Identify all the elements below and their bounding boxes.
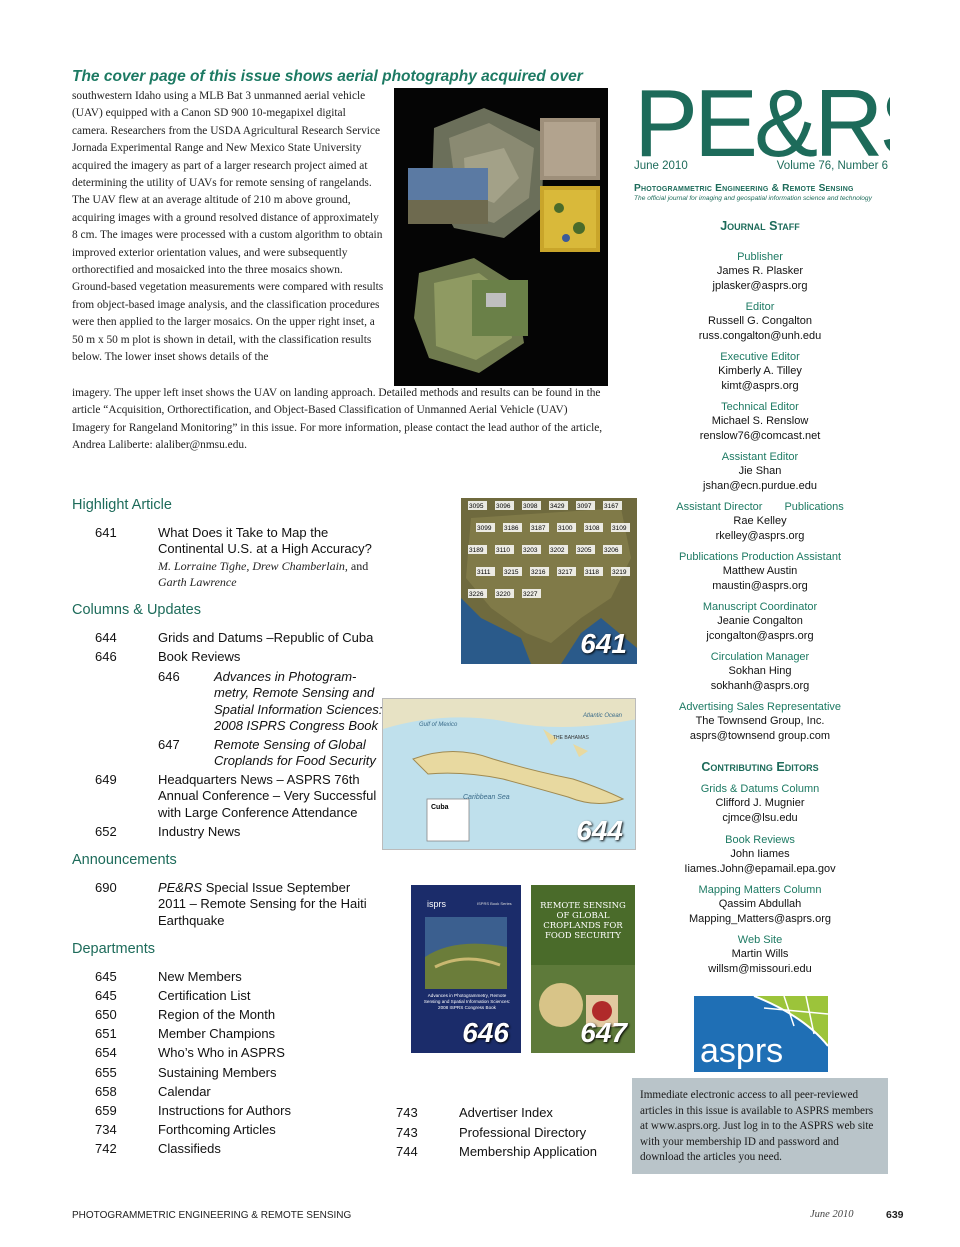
staff-name: John Iiames — [730, 848, 790, 861]
toc-title-journal: PE&RS — [158, 880, 203, 895]
staff-role-part: Assistant Director — [676, 501, 763, 513]
staff-entry-technical-editor — [630, 400, 890, 443]
toc-page-number: 654 — [95, 1045, 117, 1061]
staff-name: Matthew Austin — [722, 565, 798, 578]
toc-title-grids-datums[interactable]: Grids and Datums –Republic of Cuba — [158, 630, 374, 645]
staff-name: Rae Kelley — [733, 515, 787, 528]
map-sheet-label-text: 3187 — [531, 525, 546, 532]
staff-role: Circulation Manager — [710, 651, 810, 663]
page-badge-647: 647 — [580, 1017, 627, 1048]
toc-title: Membership Application — [459, 1144, 598, 1159]
book-title: REMOTE SENSING OF GLOBAL CROPLANDS FOR FOOD SECURITY — [540, 901, 626, 941]
journal-full-name: Photogrammetric Engineering & Remote Sensing — [634, 183, 854, 194]
asprs-logo[interactable] — [694, 996, 828, 1072]
toc-page-number: 647 — [158, 737, 180, 752]
contributing-editors-heading: Contributing Editors — [701, 760, 819, 774]
toc-title: Who’s Who in ASPRS — [158, 1045, 285, 1061]
map-sheet-label-text: 3110 — [496, 547, 510, 554]
staff-entry-publisher — [630, 250, 890, 293]
toc-page-number: 690 — [95, 880, 117, 895]
toc-page-number: 646 — [95, 649, 117, 664]
issue-volume: Volume 76, Number 6 — [776, 160, 888, 172]
staff-entry-editor — [630, 300, 890, 343]
staff-name: Kimberly A. Tilley — [718, 365, 802, 378]
map-sheet-label — [495, 589, 514, 598]
map-sheet-label-text: 3095 — [469, 503, 484, 510]
staff-email[interactable]: renslow76@comcast.net — [699, 429, 821, 442]
map-sheet-label — [503, 523, 522, 532]
map-sheet-label-text: 3098 — [523, 503, 538, 510]
toc-page-number: 646 — [158, 669, 180, 684]
staff-email[interactable]: sokhanh@asprs.org — [710, 679, 810, 692]
map-sheet-label-text: 3167 — [604, 503, 619, 510]
toc-authors-names: M. Lorraine Tighe, Drew Chamberlain, — [158, 558, 348, 573]
toc-page-number: 644 — [95, 630, 117, 645]
announcements-heading: Announcements — [72, 852, 177, 868]
footer-date: June 2010 — [810, 1209, 854, 1220]
staff-name: Jeanie Congalton — [717, 615, 803, 628]
map-sheet-label — [522, 589, 541, 598]
map-sheet-label — [522, 545, 541, 554]
staff-role: Mapping Matters Column — [698, 884, 822, 896]
staff-role: Advertising Sales Representative — [678, 701, 842, 713]
book-caption: Advances in Photogrammetry, Remote Sensing and Spatial Information Sciences: 2008 ISPRS Congress Book — [423, 993, 511, 1010]
map-sheet-label — [476, 523, 495, 532]
map-sheet-label — [476, 567, 495, 576]
issue-date-line — [634, 160, 890, 172]
map-sheet-label — [584, 523, 603, 532]
staff-role — [630, 500, 890, 514]
toc-title: Classifieds — [158, 1140, 221, 1156]
page-badge-641: 641 — [580, 628, 627, 659]
journal-staff-heading: Journal Staff — [720, 219, 800, 233]
map-sheet-label-text: 3111 — [477, 569, 491, 576]
toc-page-number: 743 — [396, 1124, 418, 1140]
toc-authors — [158, 558, 398, 574]
staff-name: Michael S. Renslow — [711, 415, 809, 428]
toc-title: Region of the Month — [158, 1007, 276, 1023]
staff-role: Executive Editor — [720, 351, 800, 363]
staff-email[interactable]: jshan@ecn.purdue.edu — [703, 479, 817, 492]
map-sheet-label-text: 3100 — [558, 525, 573, 532]
map-sheet-label — [611, 567, 630, 576]
staff-email[interactable]: Iiames.John@epamail.epa.gov — [684, 862, 836, 875]
toc-title: Member Champions — [158, 1026, 276, 1042]
map-sheet-label-text: 3227 — [523, 591, 538, 598]
map-sheet-label — [468, 589, 487, 598]
toc-page-number: 742 — [95, 1140, 117, 1156]
staff-entry-manuscript-coordinator — [630, 600, 890, 643]
map-sheet-label-text: 3109 — [612, 525, 627, 532]
staff-entry-assistant-editor — [630, 450, 890, 493]
pers-logo-text: PE&R — [634, 70, 880, 177]
staff-email[interactable]: Mapping_Matters@asprs.org — [688, 912, 831, 925]
book-series: ISPRS Book Series — [477, 901, 512, 906]
toc-highlight-entry[interactable] — [158, 525, 398, 590]
toc-page-number: 734 — [95, 1121, 117, 1137]
cuba-label-gulf: Gulf of Mexico — [419, 722, 458, 728]
staff-entry-production-assistant — [630, 550, 890, 593]
toc-title: Advances in Photogram- — [214, 669, 357, 684]
book-publisher: isprs — [427, 899, 447, 909]
map-sheet-label — [549, 501, 568, 510]
cuba-legend-title: Cuba — [431, 804, 449, 811]
toc-book1-entry[interactable] — [214, 669, 400, 734]
staff-role: Publications Production Assistant — [678, 551, 842, 563]
staff-name: James R. Plasker — [716, 265, 804, 278]
map-sheet-label-text: 3096 — [496, 503, 511, 510]
electronic-access-note: Immediate electronic access to all peer-reviewed articles in this issue is available to ASPRS members at www.asprs.org. Just log in to the ASPRS web site with your membership ID and password and download the articles you need. — [632, 1078, 888, 1174]
staff-role: Editor — [745, 301, 775, 313]
map-sheet-label-text: 3108 — [585, 525, 600, 532]
map-sheet-label — [576, 545, 595, 554]
map-sheet-label — [468, 501, 487, 510]
toc-page-number: 658 — [95, 1083, 117, 1099]
toc-title: Forthcoming Articles — [158, 1121, 276, 1137]
contrib-entry-book-reviews — [630, 833, 890, 876]
staff-email[interactable]: cjmce@lsu.edu — [722, 811, 798, 824]
map-sheet-label — [503, 567, 522, 576]
cuba-map-image — [382, 698, 636, 850]
map-sheet-label — [603, 501, 622, 510]
toc-hq-news-entry[interactable] — [158, 772, 394, 821]
journal-tagline: The official journal for imaging and geospatial information science and technology — [634, 195, 872, 202]
map-sheet-label — [584, 567, 603, 576]
staff-name: The Townsend Group, Inc. — [695, 715, 825, 728]
cuba-label-sea: Caribbean Sea — [463, 794, 510, 801]
book-cover-photo — [425, 917, 507, 989]
contrib-entry-mapping-matters — [630, 883, 890, 926]
toc-title: 2008 ISPRS Congress Book — [214, 717, 379, 733]
toc-title: What Does it Take to Map the — [158, 525, 329, 540]
map-sheet-label-text: 3205 — [577, 547, 592, 554]
toc-title: 2011 – Remote Sensing for the Haiti — [158, 896, 367, 912]
map-sheet-label-text: 3118 — [585, 569, 599, 576]
footer-page-number: 639 — [886, 1209, 904, 1221]
staff-role: Book Reviews — [725, 834, 795, 846]
toc-page-number: 743 — [396, 1105, 418, 1120]
toc-title: Headquarters News – ASPRS 76th — [158, 772, 360, 787]
toc-title: Remote Sensing of Global — [214, 737, 366, 752]
cuba-label-ocean: Atlantic Ocean — [583, 713, 623, 719]
toc-authors: Garth Lawrence — [158, 574, 237, 589]
page-badge-646: 646 — [462, 1017, 509, 1048]
toc-page-number: 641 — [95, 525, 117, 540]
staff-email[interactable]: kimt@asprs.org — [721, 379, 799, 392]
book-cover-isprs — [411, 885, 521, 1053]
toc-title: Calendar — [158, 1083, 211, 1099]
staff-role: Grids & Datums Column — [700, 783, 820, 795]
toc-page-number: 652 — [95, 824, 117, 839]
cuba-label-bahamas: THE BAHAMAS — [553, 735, 589, 741]
map-sheet-label-text: 3203 — [523, 547, 538, 554]
staff-name: Sokhan Hing — [728, 665, 792, 678]
issue-date: June 2010 — [634, 160, 688, 172]
staff-email[interactable]: russ.congalton@unh.edu — [698, 329, 822, 342]
map-sheet-label — [557, 567, 576, 576]
book-cover-croplands — [531, 885, 635, 1053]
map-sheet-label-text: 3202 — [550, 547, 565, 554]
staff-email[interactable]: asprs@townsend group.com — [689, 729, 831, 742]
map-sheet-label — [468, 545, 487, 554]
map-sheet-label-text: 3226 — [469, 591, 484, 598]
cover-description-continued: imagery. The upper left inset shows the UAV on landing approach. Detailed methods and results can be found in the article “Acquisition, Orthorectification, and Object-Based Classification of Unmanned Aerial Vehicle (UAV) Imagery for Rangeland Monitoring” in this issue. For more information, please contact the lead author of the article, Andrea Laliberte: alaliber@nmsu.edu. — [72, 387, 603, 452]
cover-description: southwestern Idaho using a MLB Bat 3 unmanned aerial vehicle (UAV) equipped with a Canon SD 900 10-megapixel digital camera. Researchers from the USDA Agricultural Research Service Jornada Experimental Range and New Mexico State University acquired the imagery as part of a larger research project aimed at determining the utility of UAVs for remote sensing of rangelands. The UAV flew at an average altitude of 210 m above ground, acquiring images with a ground resolved distance of approximately 8 cm. The images were processed with a custom algorithm to obtain improved exterior orientation values, and were subsequently orthorectified and mosaicked into the three mosaics shown. Ground-based vegetation measurements were compared with results from object-based image analysis, and the classification procedures were then applied to the larger mosaics. On the upper right inset, a 50 m x 50 m plot is shown in detail, with the classification results below. The lower inset shows details of the — [72, 90, 384, 364]
toc-title: Annual Conference – Very Successful — [158, 788, 377, 804]
toc-title: Earthquake — [158, 912, 225, 928]
cover-mosaic-image — [394, 88, 608, 386]
map-sheet-label-text: 3186 — [504, 525, 519, 532]
staff-name: Jie Shan — [738, 465, 782, 478]
toc-title: Advertiser Index — [459, 1105, 553, 1120]
map-sheet-label-text: 3215 — [504, 569, 519, 576]
toc-page-number: 744 — [396, 1144, 418, 1159]
staff-entry-advertising — [630, 700, 890, 743]
toc-title — [158, 880, 394, 896]
staff-role: Manuscript Coordinator — [702, 601, 818, 613]
map-sheet-label — [522, 501, 541, 510]
page-badge-644: 644 — [576, 815, 623, 846]
staff-email[interactable]: jcongalton@asprs.org — [706, 629, 814, 642]
contrib-entry-grids — [630, 782, 890, 825]
map-sheet-label — [530, 567, 549, 576]
toc-title: New Members — [158, 969, 242, 984]
map-sheet-label — [611, 523, 630, 532]
footer-journal-name: PHOTOGRAMMETRIC ENGINEERING & REMOTE SENSING — [72, 1210, 352, 1221]
staff-email[interactable]: jplasker@asprs.org — [712, 279, 808, 292]
toc-title: Continental U.S. at a High Accuracy? — [158, 541, 372, 557]
staff-role-part: Publications — [784, 501, 844, 513]
map-sheet-label — [576, 501, 595, 510]
texas-map-image — [461, 498, 637, 664]
staff-name: Clifford J. Mugnier — [715, 797, 805, 810]
toc-page-number: 651 — [95, 1026, 117, 1042]
map-sheet-label — [495, 545, 514, 554]
toc-title-rest: Special Issue September — [202, 880, 351, 895]
staff-name: Qassim Abdullah — [718, 898, 802, 911]
map-sheet-label-text: 3099 — [477, 525, 492, 532]
toc-title-book-reviews[interactable]: Book Reviews — [158, 649, 241, 664]
map-sheet-label — [549, 545, 568, 554]
map-sheet-label-text: 3219 — [612, 569, 627, 576]
staff-role: Assistant Editor — [721, 451, 799, 463]
toc-title: Croplands for Food Security — [214, 753, 376, 769]
toc-page-number: 659 — [95, 1102, 117, 1118]
staff-email[interactable]: maustin@asprs.org — [712, 579, 808, 592]
departments-heading: Departments — [72, 941, 156, 957]
map-sheet-label-text: 3216 — [531, 569, 546, 576]
map-sheet-label — [557, 523, 576, 532]
staff-entry-executive-editor — [630, 350, 890, 393]
contrib-entry-web-site — [630, 933, 890, 976]
toc-book2-entry[interactable] — [214, 737, 400, 770]
toc-title: Certification List — [158, 988, 251, 1004]
map-sheet-label — [603, 545, 622, 554]
map-sheet-label-text: 3097 — [577, 503, 592, 510]
staff-name: Russell G. Congalton — [708, 315, 812, 328]
map-sheet-label-text: 3189 — [469, 547, 484, 554]
toc-authors-and: and — [350, 558, 369, 573]
highlight-article-heading: Highlight Article — [72, 497, 172, 513]
map-sheet-label-text: 3220 — [496, 591, 511, 598]
staff-name: Martin Wills — [731, 948, 789, 961]
columns-updates-heading: Columns & Updates — [72, 602, 201, 618]
toc-special-issue-entry[interactable] — [158, 880, 394, 929]
staff-email[interactable]: rkelley@asprs.org — [715, 529, 805, 542]
toc-title: Spatial Information Sciences: — [214, 701, 383, 717]
staff-role: Publisher — [737, 251, 783, 263]
toc-title-industry-news[interactable]: Industry News — [158, 824, 241, 839]
staff-email[interactable]: willsm@missouri.edu — [708, 962, 812, 975]
asprs-logo-text: asprs — [700, 1032, 784, 1070]
staff-entry-circulation-manager — [630, 650, 890, 693]
toc-page-number: 649 — [95, 772, 117, 787]
staff-entry-assistant-director — [630, 500, 890, 543]
map-sheet-label-text: 3429 — [550, 503, 565, 510]
toc-title: with Large Conference Attendance — [158, 804, 358, 820]
toc-title: Instructions for Authors — [158, 1102, 291, 1118]
toc-title: Sustaining Members — [158, 1064, 277, 1080]
cover-heading: The cover page of this issue shows aerial photography acquired over — [72, 68, 583, 85]
map-sheet-label-text: 3217 — [558, 569, 573, 576]
toc-page-number: 655 — [95, 1064, 117, 1080]
map-sheet-label-text: 3206 — [604, 547, 619, 554]
toc-page-number: 645 — [95, 969, 117, 984]
map-sheet-label — [530, 523, 549, 532]
staff-role: Technical Editor — [721, 401, 799, 413]
toc-page-number: 645 — [95, 988, 117, 1004]
toc-title: metry, Remote Sensing and — [214, 685, 375, 701]
toc-page-number: 650 — [95, 1007, 117, 1023]
toc-title: Professional Directory — [459, 1124, 587, 1140]
map-sheet-label — [495, 501, 514, 510]
staff-role: Web Site — [737, 934, 783, 946]
